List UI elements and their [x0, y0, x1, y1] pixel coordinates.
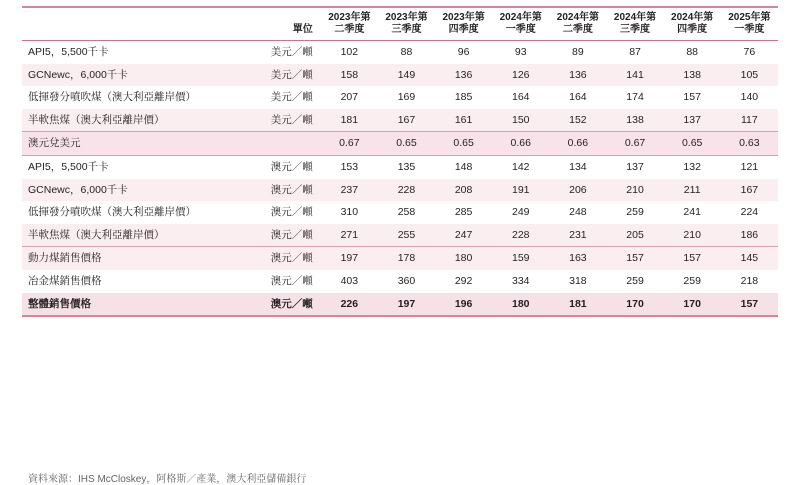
row-unit [245, 293, 321, 317]
cell-value: 0.65 [378, 132, 435, 156]
table-row [22, 64, 778, 87]
cell-value: 247 [435, 224, 492, 247]
header-line-1: 2024年第 [499, 12, 542, 23]
unit-numerator: 澳元 [270, 252, 292, 265]
cell-value: 152 [549, 109, 606, 132]
table-row [22, 247, 778, 270]
row-unit [245, 270, 321, 293]
unit-slash-icon: ／ [291, 160, 303, 173]
row-unit [245, 86, 321, 109]
cell-value: 148 [435, 155, 492, 178]
unit-denominator: 噸 [302, 274, 313, 287]
cell-value: 210 [606, 179, 663, 202]
row-label: GCNewc，6,000千卡 [22, 179, 245, 202]
row-unit [245, 247, 321, 270]
cell-value: 163 [549, 247, 606, 270]
unit-slash-icon: ／ [291, 206, 303, 219]
cell-value: 105 [721, 64, 778, 87]
cell-value: 197 [321, 247, 378, 270]
header-label-blank [22, 7, 245, 41]
unit-denominator: 噸 [302, 252, 313, 265]
header-2024-q1 [492, 7, 549, 41]
cell-value: 259 [606, 270, 663, 293]
table-body [22, 41, 778, 317]
cell-value: 310 [321, 201, 378, 224]
unit-denominator: 噸 [302, 68, 313, 81]
header-line-2: 二季度 [334, 23, 365, 35]
cell-value: 0.65 [435, 132, 492, 156]
unit-slash-icon: ／ [291, 183, 303, 196]
unit-slash-icon: ／ [291, 113, 303, 126]
cell-value: 96 [435, 41, 492, 64]
table-row [22, 41, 778, 64]
header-line-1: 2023年第 [442, 12, 485, 23]
row-label: 冶金煤銷售價格 [22, 270, 245, 293]
cell-value: 0.66 [549, 132, 606, 156]
cell-value: 89 [549, 41, 606, 64]
cell-value: 207 [321, 86, 378, 109]
cell-value: 211 [664, 179, 721, 202]
table-row [22, 270, 778, 293]
header-line-2: 三季度 [391, 23, 422, 35]
unit-denominator: 噸 [302, 113, 313, 126]
cell-value: 117 [721, 109, 778, 132]
coal-price-table [22, 6, 778, 317]
cell-value: 228 [492, 224, 549, 247]
unit-numerator: 澳元 [270, 206, 292, 219]
row-label: 半軟焦煤（澳大利亞離岸價） [22, 224, 245, 247]
cell-value: 87 [606, 41, 663, 64]
unit-denominator: 噸 [302, 46, 313, 58]
unit-slash-icon: ／ [291, 68, 303, 81]
cell-value: 185 [435, 86, 492, 109]
cell-value: 248 [549, 201, 606, 224]
cell-value: 259 [664, 270, 721, 293]
header-line-1: 2025年第 [728, 12, 771, 23]
cell-value: 159 [492, 247, 549, 270]
row-label: API5，5,500千卡 [22, 155, 245, 178]
cell-value: 210 [664, 224, 721, 247]
cell-value: 150 [492, 109, 549, 132]
header-line-1: 2024年第 [671, 12, 714, 23]
cell-value: 149 [378, 64, 435, 87]
cell-value: 138 [664, 64, 721, 87]
header-2024-q3 [606, 7, 663, 41]
cell-value: 231 [549, 224, 606, 247]
row-unit [245, 41, 321, 64]
cell-value: 186 [721, 224, 778, 247]
header-line-2: 一季度 [505, 23, 536, 35]
cell-value: 237 [321, 179, 378, 202]
cell-value: 228 [378, 179, 435, 202]
cell-value: 196 [435, 293, 492, 317]
cell-value: 136 [435, 64, 492, 87]
unit-denominator: 噸 [302, 183, 313, 196]
cell-value: 76 [721, 41, 778, 64]
cell-value: 158 [321, 64, 378, 87]
cell-value: 226 [321, 293, 378, 317]
cell-value: 167 [378, 109, 435, 132]
header-line-2: 三季度 [620, 23, 651, 35]
cell-value: 157 [664, 86, 721, 109]
cell-value: 334 [492, 270, 549, 293]
unit-slash-icon: ／ [291, 46, 303, 58]
cell-value: 0.63 [721, 132, 778, 156]
header-unit: 單位 [245, 7, 321, 41]
cell-value: 136 [549, 64, 606, 87]
row-unit [245, 224, 321, 247]
unit-numerator: 澳元 [270, 228, 292, 241]
unit-denominator: 噸 [302, 297, 313, 310]
cell-value: 88 [664, 41, 721, 64]
row-unit [245, 179, 321, 202]
header-2024-q4 [664, 7, 721, 41]
unit-slash-icon: ／ [291, 228, 303, 241]
cell-value: 157 [606, 247, 663, 270]
header-line-1: 2023年第 [385, 12, 428, 23]
table-row [22, 224, 778, 247]
table-row [22, 86, 778, 109]
cell-value: 135 [378, 155, 435, 178]
header-2023-q4 [435, 7, 492, 41]
cell-value: 169 [378, 86, 435, 109]
row-label: 低揮發分噴吹煤（澳大利亞離岸價） [22, 86, 245, 109]
cell-value: 206 [549, 179, 606, 202]
cell-value: 0.67 [321, 132, 378, 156]
row-label: 澳元兌美元 [22, 132, 245, 156]
cell-value: 255 [378, 224, 435, 247]
cell-value: 208 [435, 179, 492, 202]
unit-numerator: 澳元 [270, 160, 292, 173]
row-label: 低揮發分噴吹煤（澳大利亞離岸價） [22, 201, 245, 224]
cell-value: 191 [492, 179, 549, 202]
cell-value: 138 [606, 109, 663, 132]
cell-value: 197 [378, 293, 435, 317]
row-unit [245, 155, 321, 178]
cell-value: 205 [606, 224, 663, 247]
cell-value: 164 [492, 86, 549, 109]
cell-value: 93 [492, 41, 549, 64]
row-label: 動力煤銷售價格 [22, 247, 245, 270]
header-2024-q2 [549, 7, 606, 41]
cell-value: 180 [435, 247, 492, 270]
cell-value: 142 [492, 155, 549, 178]
unit-numerator: 美元 [270, 46, 292, 58]
cell-value: 167 [721, 179, 778, 202]
header-line-1: 2023年第 [328, 12, 371, 23]
cell-value: 145 [721, 247, 778, 270]
header-line-2: 一季度 [734, 23, 765, 35]
source-footnote: 資料來源：IHS McCloskey，阿格斯／產業，澳大利亞儲備銀行 [28, 474, 307, 485]
cell-value: 134 [549, 155, 606, 178]
cell-value: 218 [721, 270, 778, 293]
header-line-2: 四季度 [677, 23, 708, 35]
header-line-1: 2024年第 [556, 12, 600, 23]
cell-value: 102 [321, 41, 378, 64]
table-header [22, 7, 778, 41]
row-unit [245, 109, 321, 132]
cell-value: 360 [378, 270, 435, 293]
cell-value: 170 [606, 293, 663, 317]
cell-value: 0.67 [606, 132, 663, 156]
row-label: 半軟焦煤（澳大利亞離岸價） [22, 109, 245, 132]
table-row [22, 155, 778, 178]
cell-value: 161 [435, 109, 492, 132]
cell-value: 0.65 [664, 132, 721, 156]
unit-slash-icon: ／ [291, 297, 303, 310]
cell-value: 292 [435, 270, 492, 293]
table-row-total [22, 293, 778, 317]
unit-numerator: 澳元 [270, 183, 292, 196]
unit-numerator: 美元 [270, 113, 292, 126]
row-label: API5，5,500千卡 [22, 41, 245, 64]
cell-value: 164 [549, 86, 606, 109]
cell-value: 224 [721, 201, 778, 224]
row-unit [245, 201, 321, 224]
unit-denominator: 噸 [302, 206, 313, 219]
cell-value: 258 [378, 201, 435, 224]
table-row [22, 109, 778, 132]
row-label: GCNewc，6,000千卡 [22, 64, 245, 87]
row-label: 整體銷售價格 [22, 293, 245, 317]
cell-value: 249 [492, 201, 549, 224]
unit-slash-icon: ／ [291, 252, 303, 265]
unit-slash-icon: ／ [291, 274, 303, 287]
cell-value: 174 [606, 86, 663, 109]
cell-value: 285 [435, 201, 492, 224]
unit-denominator: 噸 [302, 160, 313, 173]
cell-value: 140 [721, 86, 778, 109]
cell-value: 241 [664, 201, 721, 224]
unit-denominator: 噸 [302, 228, 313, 241]
cell-value: 157 [664, 247, 721, 270]
header-2025-q1 [721, 7, 778, 41]
cell-value: 88 [378, 41, 435, 64]
header-2023-q2 [321, 7, 378, 41]
cell-value: 170 [664, 293, 721, 317]
table-row [22, 179, 778, 202]
cell-value: 259 [606, 201, 663, 224]
cell-value: 271 [321, 224, 378, 247]
unit-numerator: 澳元 [270, 297, 292, 310]
header-line-2: 二季度 [562, 23, 593, 35]
row-unit [245, 132, 321, 156]
unit-denominator: 噸 [302, 91, 313, 104]
cell-value: 141 [606, 64, 663, 87]
cell-value: 121 [721, 155, 778, 178]
header-line-1: 2024年第 [613, 12, 657, 23]
unit-numerator: 美元 [270, 68, 292, 81]
unit-slash-icon: ／ [291, 91, 303, 104]
cell-value: 178 [378, 247, 435, 270]
unit-numerator: 澳元 [270, 274, 292, 287]
cell-value: 180 [492, 293, 549, 317]
cell-value: 132 [664, 155, 721, 178]
cell-value: 181 [549, 293, 606, 317]
cell-value: 181 [321, 109, 378, 132]
row-unit [245, 64, 321, 87]
cell-value: 403 [321, 270, 378, 293]
header-2023-q3 [378, 7, 435, 41]
cell-value: 318 [549, 270, 606, 293]
unit-numerator: 美元 [270, 91, 292, 104]
cell-value: 137 [664, 109, 721, 132]
header-line-2: 四季度 [448, 23, 479, 35]
table-row [22, 201, 778, 224]
cell-value: 0.66 [492, 132, 549, 156]
cell-value: 137 [606, 155, 663, 178]
table-row-exchange-rate [22, 132, 778, 156]
cell-value: 157 [721, 293, 778, 317]
cell-value: 153 [321, 155, 378, 178]
cell-value: 126 [492, 64, 549, 87]
